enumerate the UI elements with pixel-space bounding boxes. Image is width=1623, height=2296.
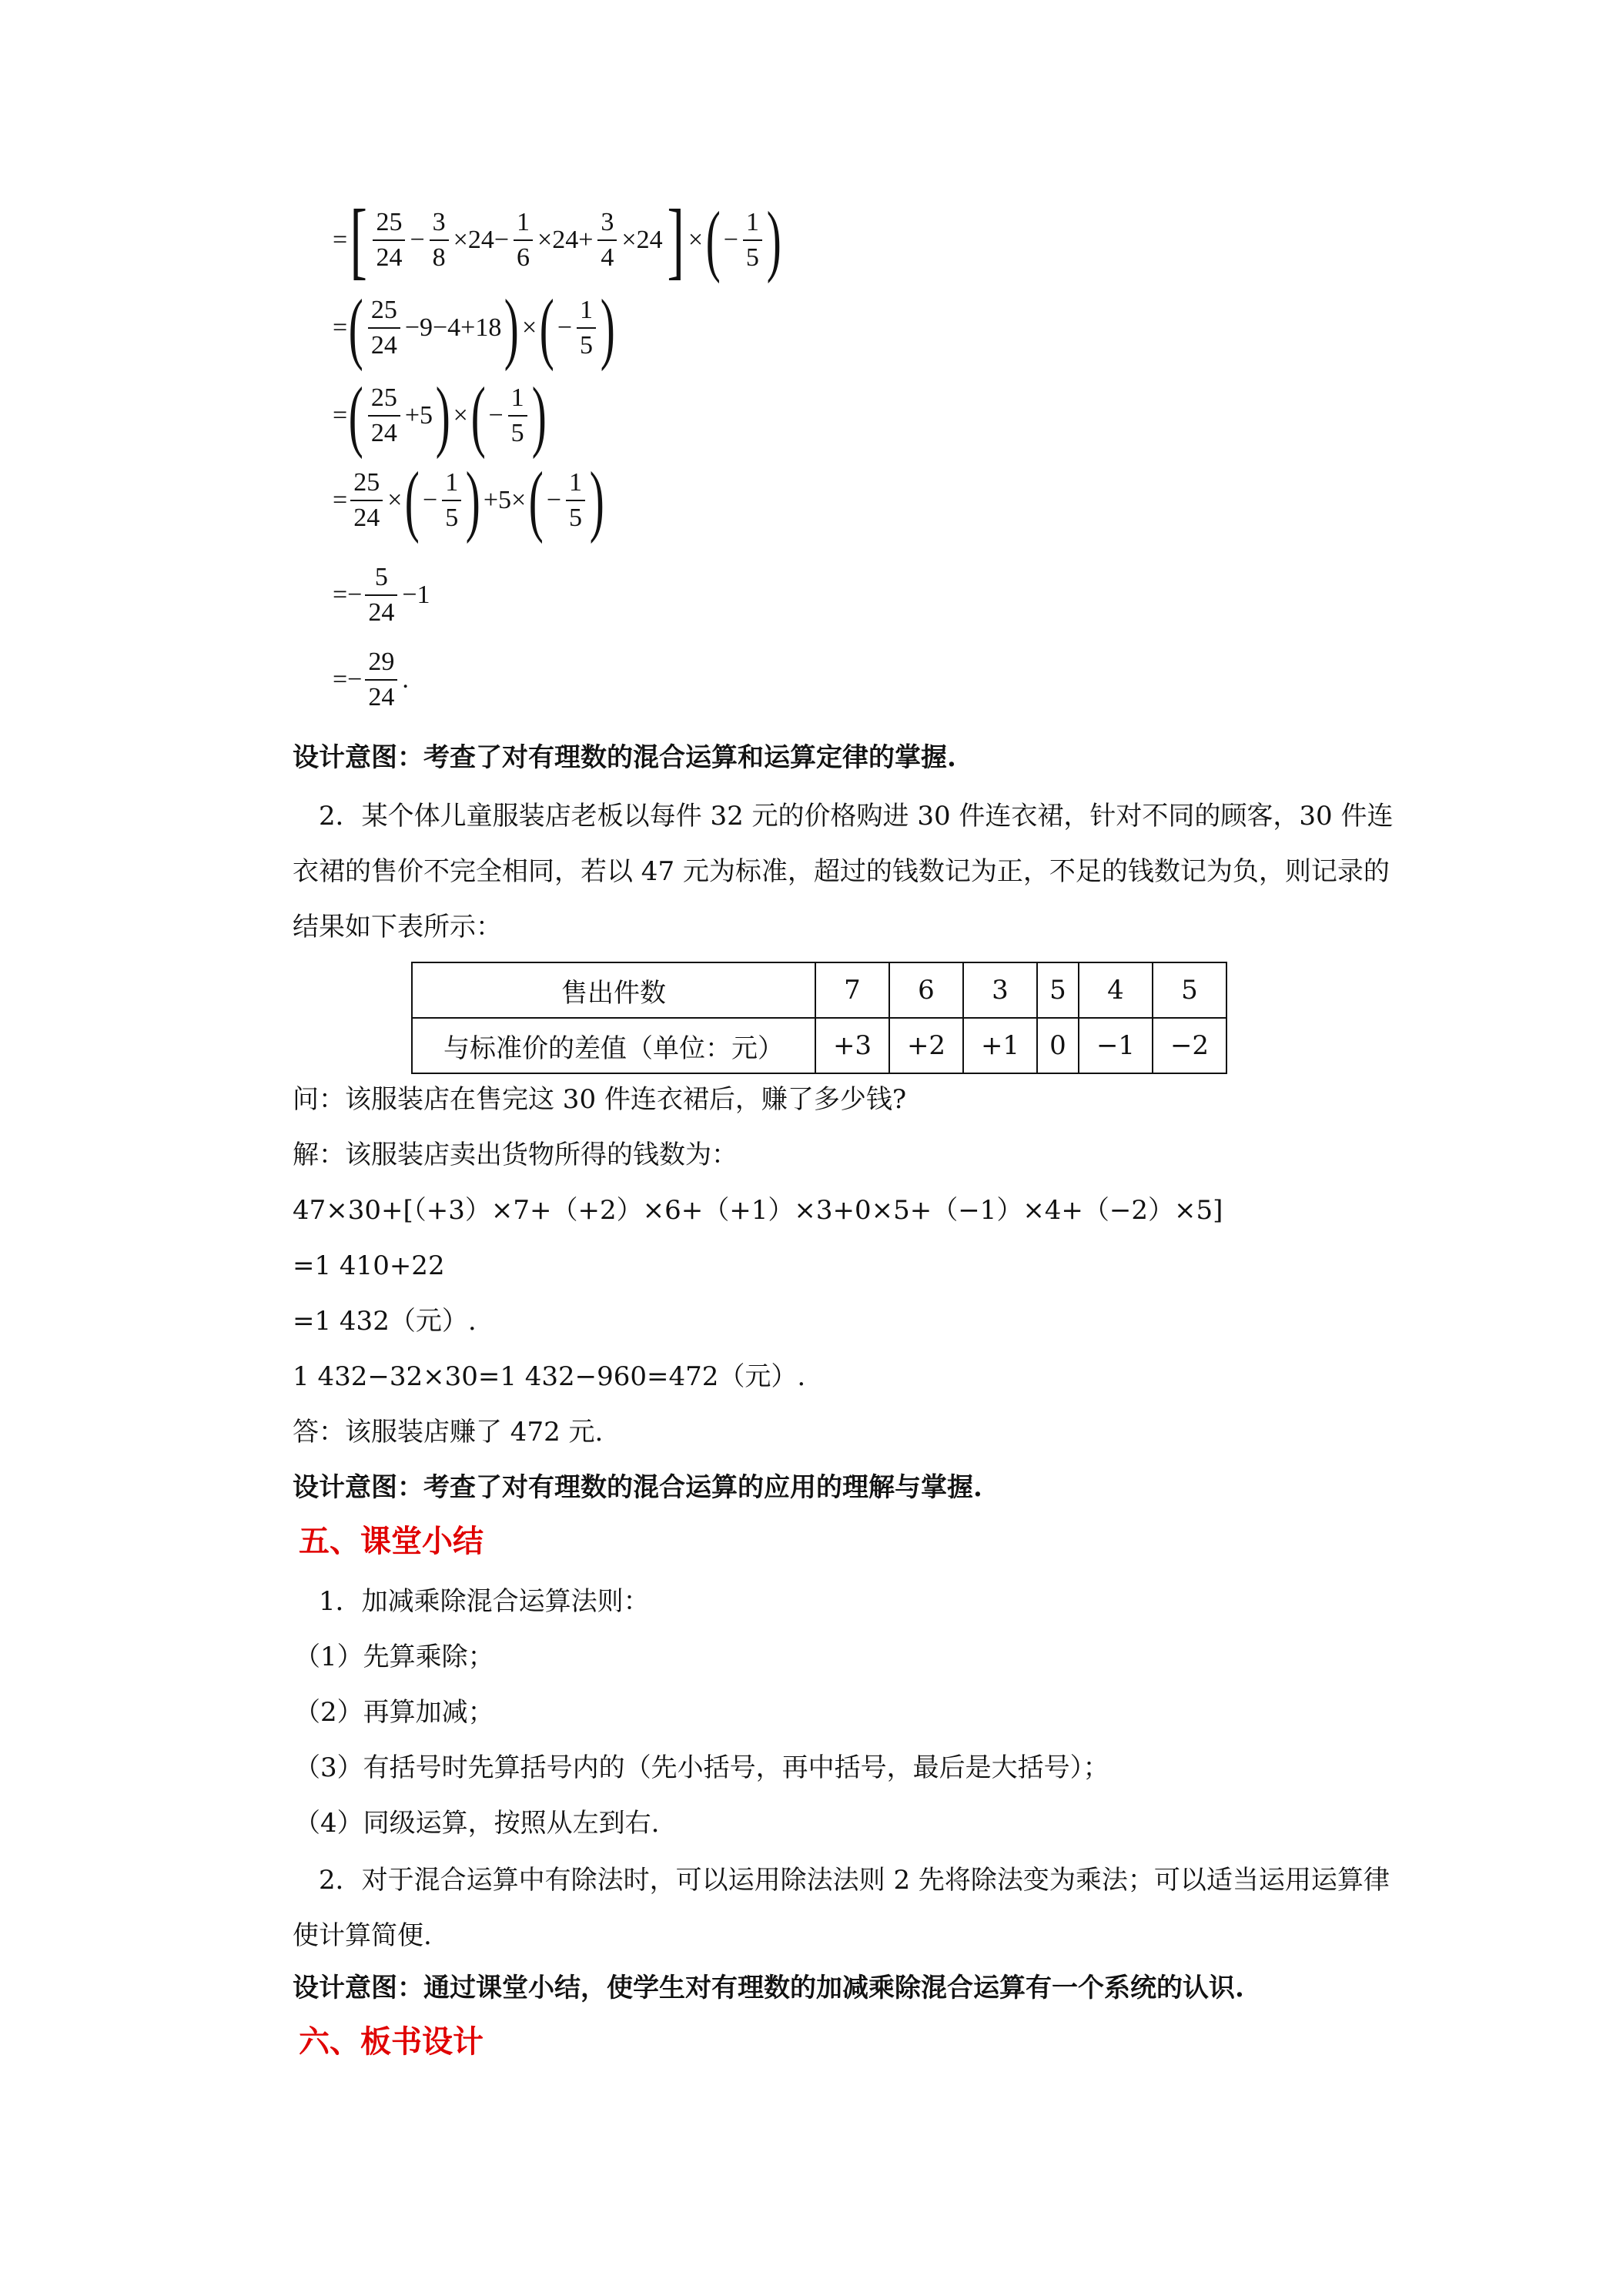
operator: − <box>410 226 425 254</box>
left-paren: ( <box>348 371 364 460</box>
table-cell: −1 <box>1079 1018 1153 1073</box>
denominator: 24 <box>373 239 405 275</box>
table-row <box>412 1018 1226 1073</box>
numerator: 1 <box>445 468 459 497</box>
right-paren: ) <box>589 456 604 544</box>
operator: +5× <box>483 486 527 514</box>
table-cell: 6 <box>889 962 963 1018</box>
fraction <box>743 206 762 275</box>
left-paren: ( <box>528 456 544 544</box>
operator: − <box>723 226 738 254</box>
summary-paragraph-2: 2．对于混合运算中有除法时，可以运用除法法则 2 先将除法变为乘法；可以适当运用运算律使计算简便. <box>293 1865 1390 1951</box>
right-paren: ) <box>435 371 450 460</box>
fraction <box>365 645 397 715</box>
left-paren: ( <box>405 456 420 544</box>
table-cell: 5 <box>1153 962 1226 1018</box>
table-cell: 3 <box>963 962 1037 1018</box>
fraction <box>368 381 400 450</box>
equals-sign: = <box>333 226 348 254</box>
fraction <box>508 381 527 450</box>
fraction <box>430 206 449 275</box>
operator: − <box>546 486 562 514</box>
operator: × <box>522 313 537 342</box>
math-line-2 <box>333 283 617 372</box>
operator: −9−4+18 <box>404 313 502 342</box>
equals-sign: = <box>333 313 348 342</box>
summary-item: （4）同级运算，按照从左到右. <box>294 1808 660 1839</box>
denominator: 5 <box>508 415 527 450</box>
denominator: 4 <box>597 239 617 275</box>
table-row-header: 与标准价的差值（单位：元） <box>412 1018 815 1073</box>
operator: ×24+ <box>537 226 594 254</box>
design-intent-3: 设计意图：通过课堂小结，使学生对有理数的加减乘除混合运算有一个系统的认识. <box>293 1973 1244 2003</box>
numerator: 1 <box>510 383 524 412</box>
numerator: 25 <box>353 468 380 497</box>
equals-sign: = <box>333 486 348 514</box>
section-heading-board: 六、板书设计 <box>299 2023 484 2060</box>
denominator: 24 <box>350 500 383 535</box>
numerator: 3 <box>601 208 614 236</box>
denominator: 24 <box>368 415 400 450</box>
equals-sign: = <box>333 401 348 430</box>
section-heading-summary: 五、课堂小结 <box>299 1523 484 1559</box>
table-cell: +1 <box>963 1018 1037 1073</box>
fraction <box>514 206 533 275</box>
fraction <box>373 206 405 275</box>
design-intent-1: 设计意图：考查了对有理数的混合运算和运算定律的掌握. <box>293 742 956 773</box>
numerator: 5 <box>374 563 388 591</box>
math-line-4 <box>333 456 606 544</box>
fraction <box>442 466 461 535</box>
table-cell: −2 <box>1153 1018 1226 1073</box>
right-bracket: ] <box>667 192 684 288</box>
denominator: 8 <box>430 239 449 275</box>
equals-sign: =− <box>333 581 363 609</box>
left-bracket: [ <box>350 192 368 288</box>
denominator: 5 <box>566 500 585 535</box>
question-text: 问：该服装店在售完这 30 件连衣裙后，赚了多少钱? <box>293 1084 907 1115</box>
right-paren: ) <box>465 456 481 544</box>
solution-line: 47×30+[（+3）×7+（+2）×6+（+1）×3+0×5+（−1）×4+（−2）×5] <box>293 1195 1223 1226</box>
math-line-5 <box>333 561 432 630</box>
fraction <box>365 561 397 630</box>
denominator: 5 <box>743 239 762 275</box>
operator: − <box>488 401 504 430</box>
math-line-3 <box>333 371 547 460</box>
solution-line: =1 432（元）. <box>293 1306 477 1337</box>
denominator: 24 <box>365 594 397 630</box>
denominator: 24 <box>368 327 400 363</box>
fraction <box>368 293 400 363</box>
operator: +5 <box>404 401 433 430</box>
table-row <box>412 962 1226 1018</box>
right-paren: ) <box>531 371 547 460</box>
solution-line: 解：该服装店卖出货物所得的钱数为： <box>293 1140 738 1170</box>
summary-item: （2）再算加减； <box>294 1697 494 1728</box>
summary-item: 1．加减乘除混合运算法则： <box>319 1586 650 1617</box>
left-paren: ( <box>705 196 721 284</box>
operator: − <box>557 313 573 342</box>
operator: × <box>453 401 468 430</box>
table-cell: 5 <box>1037 962 1079 1018</box>
denominator: 6 <box>514 239 533 275</box>
numerator: 25 <box>370 383 397 412</box>
left-paren: ( <box>470 371 486 460</box>
fraction <box>577 293 596 363</box>
operator: −1 <box>402 581 430 609</box>
operator: . <box>402 665 409 694</box>
fraction <box>566 466 585 535</box>
table-cell: 7 <box>815 962 889 1018</box>
table-cell: 4 <box>1079 962 1153 1018</box>
price-difference-table <box>411 962 1227 1074</box>
table-row-header: 售出件数 <box>412 962 815 1018</box>
denominator: 5 <box>442 500 461 535</box>
left-paren: ( <box>348 283 364 372</box>
left-paren: ( <box>539 283 555 372</box>
right-paren: ) <box>766 196 781 284</box>
summary-item: （1）先算乘除； <box>294 1642 494 1672</box>
table-cell: +2 <box>889 1018 963 1073</box>
design-intent-2: 设计意图：考查了对有理数的混合运算的应用的理解与掌握. <box>293 1472 982 1503</box>
fraction <box>350 466 383 535</box>
denominator: 24 <box>365 679 397 715</box>
operator: × <box>688 226 704 254</box>
solution-line: 1 432−32×30=1 432−960=472（元）. <box>293 1361 806 1392</box>
numerator: 1 <box>580 296 594 324</box>
operator: × <box>387 486 403 514</box>
numerator: 25 <box>376 208 403 236</box>
right-paren: ) <box>504 283 520 372</box>
numerator: 1 <box>745 208 759 236</box>
numerator: 29 <box>368 648 395 676</box>
numerator: 25 <box>370 296 397 324</box>
table-cell: 0 <box>1037 1018 1079 1073</box>
operator: − <box>423 486 438 514</box>
operator: ×24− <box>453 226 510 254</box>
fraction <box>597 206 617 275</box>
equals-sign: =− <box>333 665 363 694</box>
answer-line: 答：该服装店赚了 472 元. <box>293 1417 604 1448</box>
table-cell: +3 <box>815 1018 889 1073</box>
operator: ×24 <box>621 226 663 254</box>
numerator: 1 <box>569 468 583 497</box>
math-line-6 <box>333 645 410 715</box>
math-line-1 <box>333 192 783 288</box>
numerator: 1 <box>517 208 530 236</box>
right-paren: ) <box>600 283 615 372</box>
summary-item: （3）有括号时先算括号内的（先小括号，再中括号，最后是大括号）； <box>294 1752 1109 1783</box>
numerator: 3 <box>432 208 446 236</box>
solution-line: =1 410+22 <box>293 1250 445 1281</box>
denominator: 5 <box>577 327 596 363</box>
problem-2-text: 2．某个体儿童服装店老板以每件 32 元的价格购进 30 件连衣裙，针对不同的顾客，30 件连衣裙的售价不完全相同，若以 47 元为标准，超过的钱数记为正，不足的钱数记为负，则记录的结果如下表所示： <box>293 801 1394 942</box>
